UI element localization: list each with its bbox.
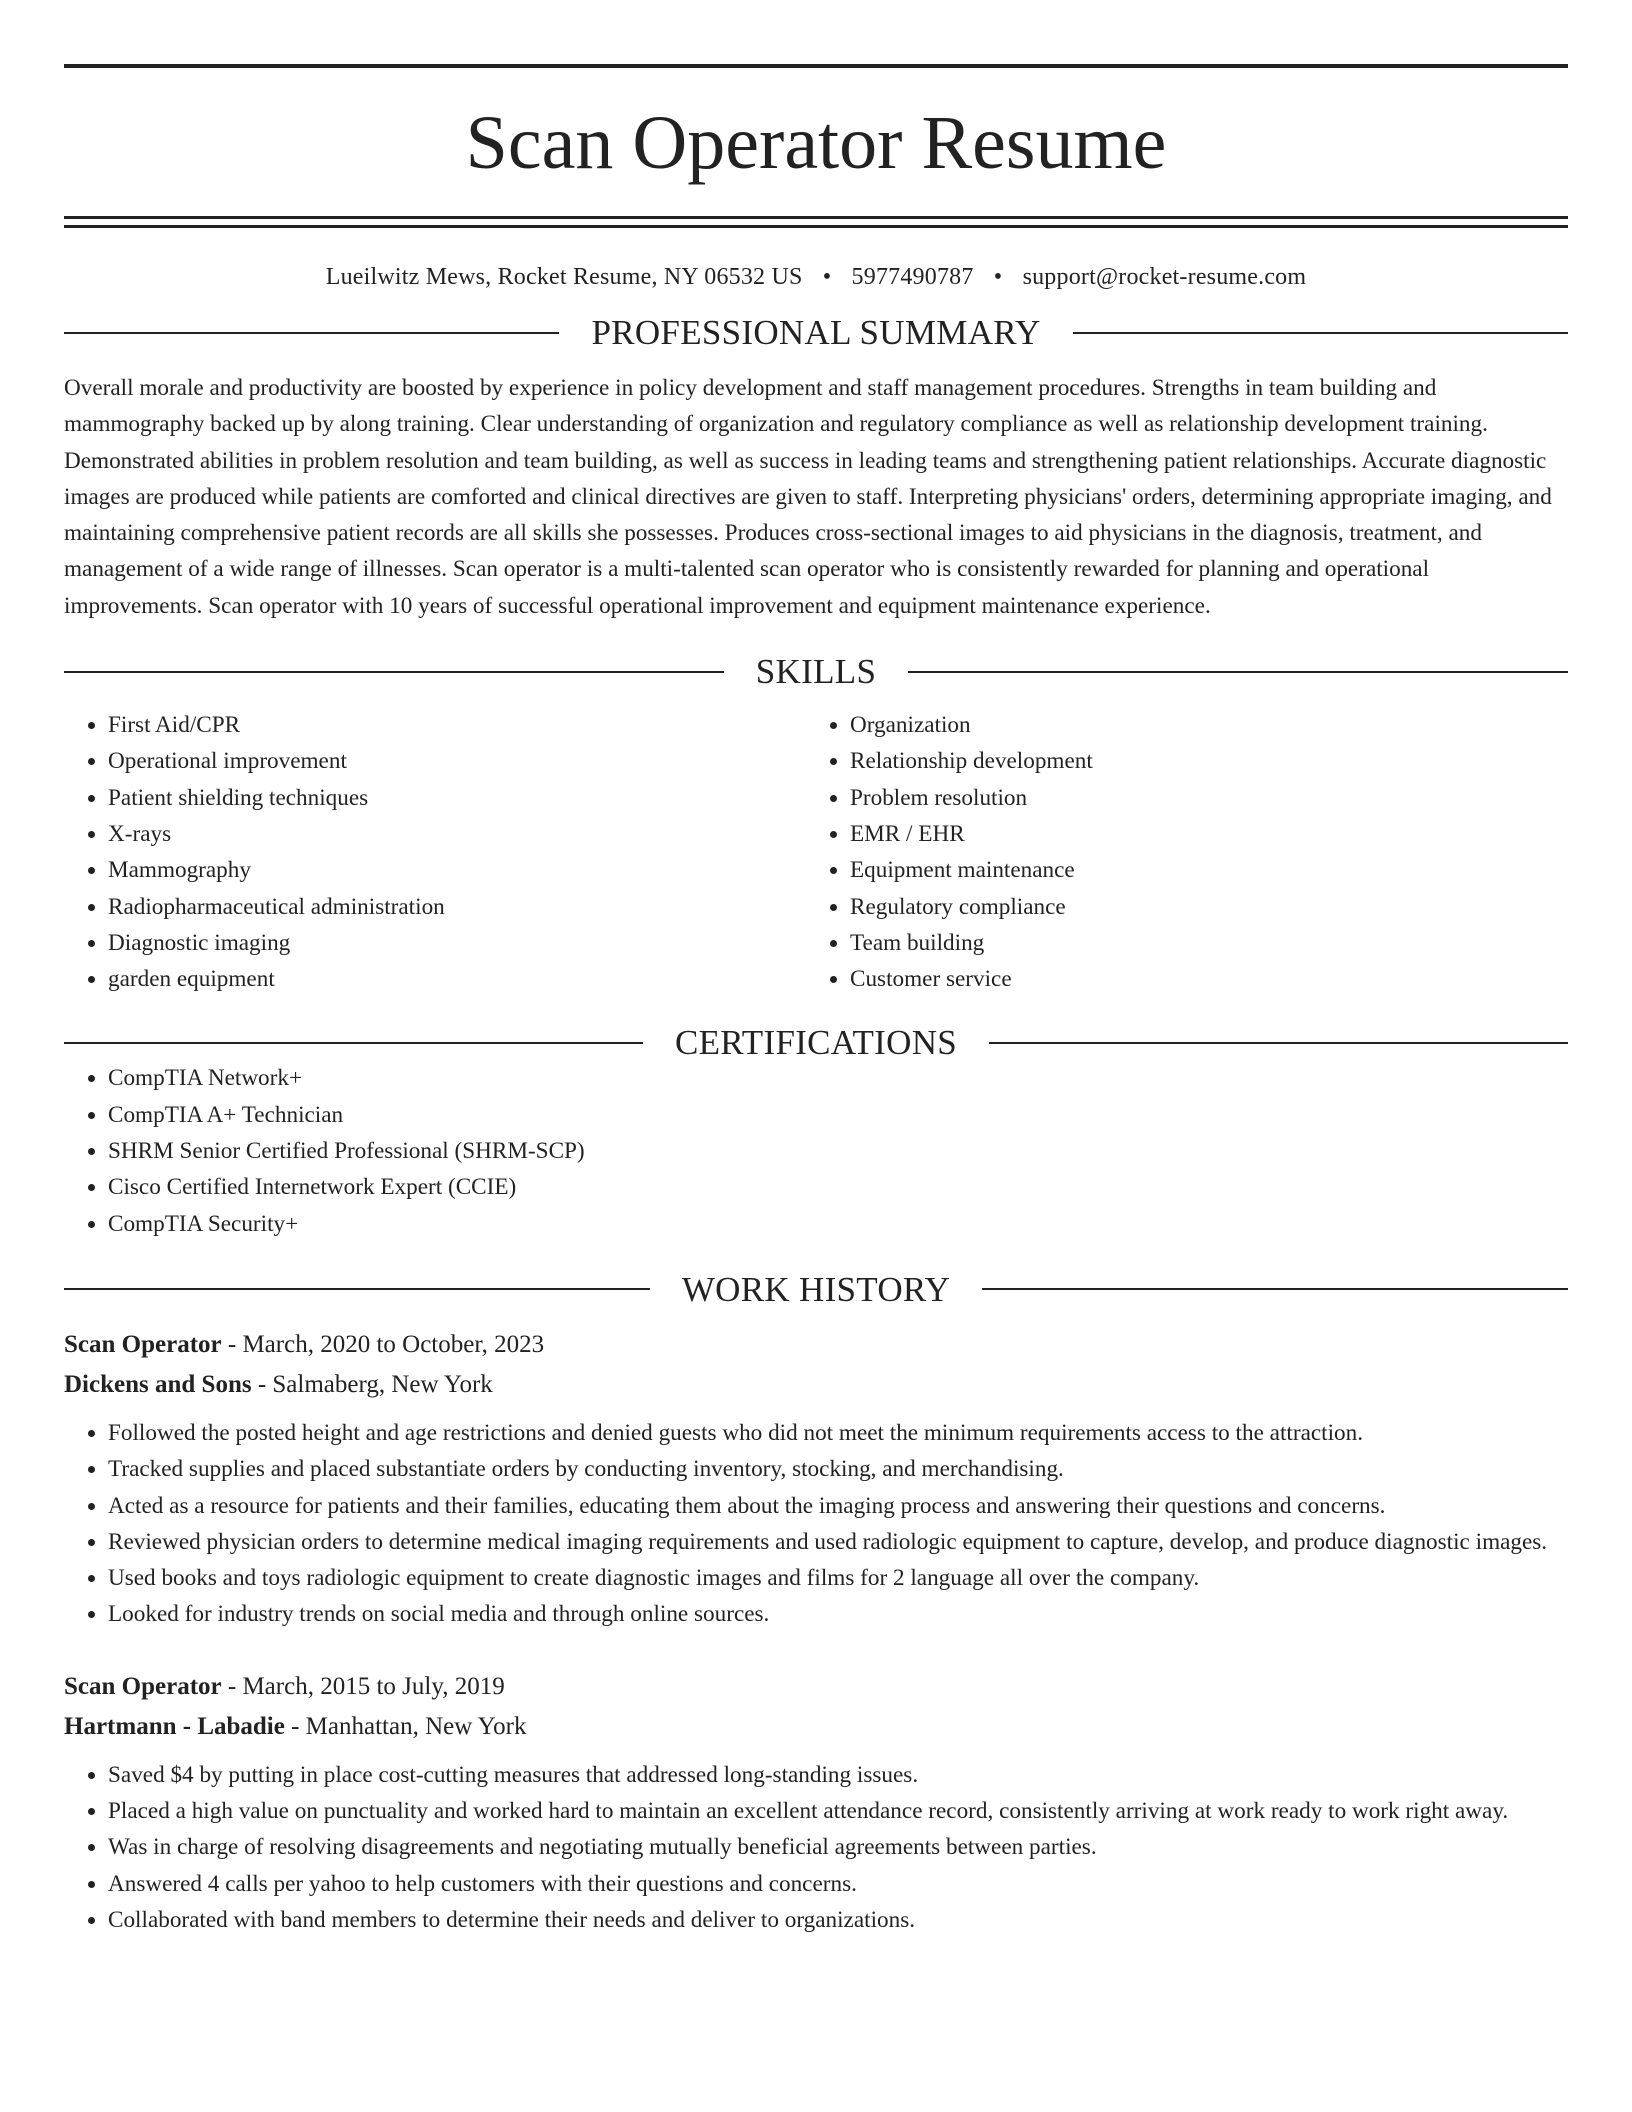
summary-heading: PROFESSIONAL SUMMARY bbox=[591, 313, 1041, 352]
job-bullets bbox=[64, 1415, 1568, 1633]
skill-item: • EMR / EHR bbox=[850, 816, 1548, 852]
skill-item: • Patient shielding techniques bbox=[108, 780, 806, 816]
certification-item: • CompTIA Security+ bbox=[108, 1206, 1568, 1242]
contact-line bbox=[64, 264, 1568, 291]
job-title-line bbox=[64, 1325, 1568, 1365]
skills-column-right bbox=[806, 707, 1548, 997]
job-company: Dickens and Sons bbox=[64, 1370, 252, 1398]
skill-item: • Mammography bbox=[108, 852, 806, 888]
heading-rule-right bbox=[908, 671, 1568, 673]
skill-item: • Regulatory compliance bbox=[850, 889, 1548, 925]
skills-list-left bbox=[64, 707, 806, 997]
work-history-section-heading bbox=[64, 1269, 1568, 1309]
summary-section-heading bbox=[64, 315, 1568, 350]
skills-grid bbox=[64, 707, 1568, 997]
job-bullet: • Saved $4 by putting in place cost-cutting measures that addressed long-standing issues. bbox=[108, 1757, 1568, 1793]
skill-item: • Problem resolution bbox=[850, 780, 1548, 816]
skills-heading: SKILLS bbox=[755, 652, 877, 692]
skill-item: • garden equipment bbox=[108, 961, 806, 997]
skill-item: • Customer service bbox=[850, 961, 1548, 997]
page-title: Scan Operator Resume bbox=[465, 101, 1167, 185]
skill-item: • Diagnostic imaging bbox=[108, 925, 806, 961]
job-bullet: • Answered 4 calls per yahoo to help customers with their questions and concerns. bbox=[108, 1866, 1568, 1902]
job-bullet: • Tracked supplies and placed substantiate orders by conducting inventory, stocking, and merchandising. bbox=[108, 1451, 1568, 1487]
heading-rule-left bbox=[64, 1042, 643, 1044]
certifications-heading: CERTIFICATIONS bbox=[674, 1023, 958, 1063]
job-title-line bbox=[64, 1667, 1568, 1707]
job-dates: - March, 2015 to July, 2019 bbox=[221, 1672, 505, 1700]
certifications-section-heading bbox=[64, 1023, 1568, 1063]
skill-item: • Equipment maintenance bbox=[850, 852, 1548, 888]
skills-column-left bbox=[64, 707, 806, 997]
skills-section-heading bbox=[64, 652, 1568, 692]
heading-rule-right bbox=[1073, 332, 1568, 334]
work-history-heading: WORK HISTORY bbox=[681, 1269, 951, 1309]
skill-item: • First Aid/CPR bbox=[108, 707, 806, 743]
top-rule bbox=[64, 64, 1568, 68]
job-company: Hartmann - Labadie bbox=[64, 1712, 285, 1740]
contact-email: support@rocket-resume.com bbox=[1022, 264, 1307, 290]
certification-item: • SHRM Senior Certified Professional (SHRM-SCP) bbox=[108, 1133, 1568, 1169]
job-bullet: • Reviewed physician orders to determine medical imaging requirements and used radiologic equipment to capture, develop, and produce diagnostic images. bbox=[108, 1524, 1568, 1560]
summary-text: Overall morale and productivity are boosted by experience in policy development and staff management procedures. Strengths in team building and mammography backed up by along training. Clear understanding of organization and regulatory compliance as well as relationship development training. Demonstrated abilities in problem resolution and team building, as well as success in leading teams and strengthening patient relationships. Accurate diagnostic images are produced while patients are comforted and clinical directives are given to staff. Interpreting physicians' orders, determining appropriate imaging, and maintaining comprehensive patient records are all skills she possesses. Produces cross-sectional images to aid physicians in the diagnosis, treatment, and management of a wide range of illnesses. Scan operator is a multi-talented scan operator who is consistently rewarded for planning and operational improvements. Scan operator with 10 years of successful operational improvement and equipment maintenance experience. bbox=[64, 375, 1552, 619]
heading-rule-right bbox=[982, 1288, 1568, 1290]
contact-address: Lueilwitz Mews, Rocket Resume, NY 06532 US bbox=[325, 264, 803, 290]
contact-separator: • bbox=[822, 264, 832, 290]
job-bullet: • Collaborated with band members to determine their needs and deliver to organizations. bbox=[108, 1902, 1568, 1938]
job-dates: - March, 2020 to October, 2023 bbox=[221, 1330, 545, 1358]
heading-rule-right bbox=[989, 1042, 1568, 1044]
job-bullet: • Acted as a resource for patients and their families, educating them about the imaging process and answering their questions and concerns. bbox=[108, 1488, 1568, 1524]
certifications-list bbox=[64, 1060, 1568, 1241]
skill-item: • Radiopharmaceutical administration bbox=[108, 889, 806, 925]
skill-item: • X-rays bbox=[108, 816, 806, 852]
certification-item: • Cisco Certified Internetwork Expert (CCIE) bbox=[108, 1169, 1568, 1205]
heading-rule-left bbox=[64, 332, 559, 334]
job-role: Scan Operator bbox=[64, 1330, 222, 1358]
job-entry bbox=[64, 1325, 1568, 1633]
job-entry bbox=[64, 1667, 1568, 1938]
job-bullet: • Looked for industry trends on social media and through online sources. bbox=[108, 1596, 1568, 1632]
job-bullet: • Was in charge of resolving disagreements and negotiating mutually beneficial agreements between parties. bbox=[108, 1829, 1568, 1865]
skill-item: • Team building bbox=[850, 925, 1548, 961]
job-company-line bbox=[64, 1707, 1568, 1747]
skill-item: • Relationship development bbox=[850, 743, 1548, 779]
job-bullet: • Followed the posted height and age restrictions and denied guests who did not meet the minimum requirements access to the attraction. bbox=[108, 1415, 1568, 1451]
job-role: Scan Operator bbox=[64, 1672, 222, 1700]
certification-item: • CompTIA A+ Technician bbox=[108, 1097, 1568, 1133]
contact-separator: • bbox=[993, 264, 1003, 290]
skill-item: • Organization bbox=[850, 707, 1548, 743]
skill-item: • Operational improvement bbox=[108, 743, 806, 779]
title-block bbox=[64, 0, 1568, 228]
contact-phone: 5977490787 bbox=[851, 264, 974, 290]
job-bullet: • Used books and toys radiologic equipment to create diagnostic images and films for 2 language all over the company. bbox=[108, 1560, 1568, 1596]
title-double-rule bbox=[64, 216, 1568, 228]
job-bullet: • Placed a high value on punctuality and worked hard to maintain an excellent attendance record, consistently arriving at work ready to work right away. bbox=[108, 1793, 1568, 1829]
job-location: - Manhattan, New York bbox=[284, 1712, 527, 1740]
job-company-line bbox=[64, 1365, 1568, 1405]
job-location: - Salmaberg, New York bbox=[251, 1370, 493, 1398]
skills-list-right bbox=[806, 707, 1548, 997]
heading-rule-left bbox=[64, 671, 724, 673]
heading-rule-left bbox=[64, 1288, 650, 1290]
job-bullets bbox=[64, 1757, 1568, 1938]
certification-item: • CompTIA Network+ bbox=[108, 1060, 1568, 1096]
